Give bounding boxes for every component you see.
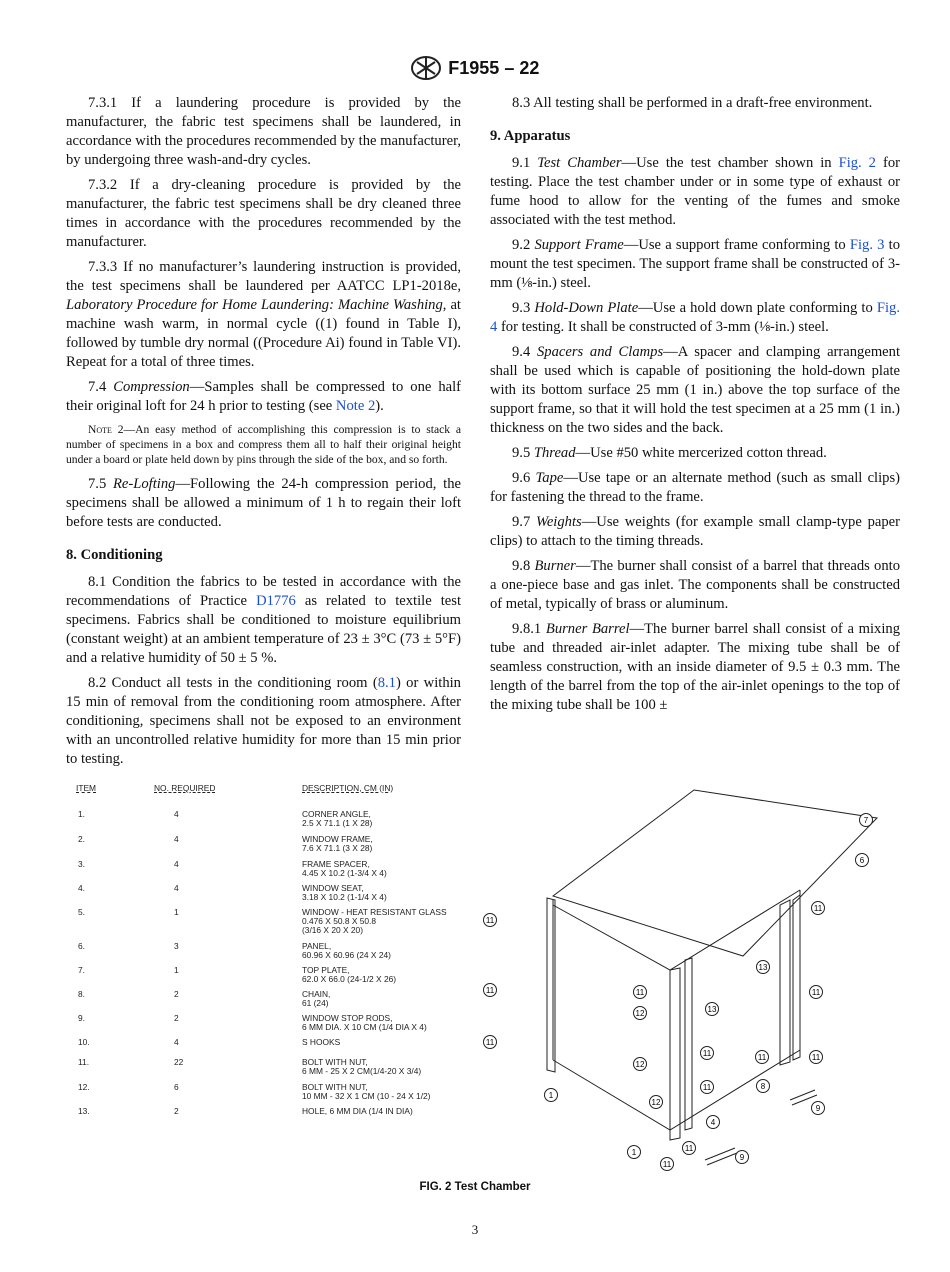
svg-text:11: 11: [485, 986, 495, 995]
row-description: S HOOKS: [302, 1037, 341, 1047]
callout-8: [757, 1080, 770, 1093]
svg-text:11: 11: [635, 988, 645, 997]
row-qty: 6: [174, 1082, 179, 1092]
svg-text:11: 11: [485, 916, 495, 925]
row-item: 9.: [78, 1013, 85, 1023]
note-2-link[interactable]: Note 2: [335, 398, 376, 414]
row-qty: 1: [174, 965, 179, 975]
fig-4-link[interactable]: Fig. 4: [490, 300, 901, 335]
row-qty: 3: [174, 941, 179, 951]
svg-text:12: 12: [651, 1098, 661, 1107]
svg-text:9: 9: [739, 1153, 745, 1162]
chamber-drawing: [66, 780, 906, 1180]
row-description: TOP PLATE,: [302, 965, 350, 975]
row-description: 61 (24): [302, 998, 329, 1008]
paragraph-7-3-1: 7.3.1 If a laundering procedure is provided by the manufacturer, the fabric test specimens shall be laundered, in accordance with the procedures recommended by the manufacturer, by undergoing three wash-and-dry cycles.: [66, 95, 461, 168]
row-qty: 4: [174, 1037, 179, 1047]
row-description: 6 MM - 25 X 2 CM(1/4-20 X 3/4): [302, 1066, 422, 1076]
paragraph-9-8-1: 9.8.1 Burner Barrel—The burner barrel shall consist of a mixing tube and threaded air-inlet adapter. The mixing tube shall be of seamless construction, with an inside diameter of 9.5 ± 0.3 mm. The length of the barrel from the top of the air-inlet openings to the top of the mixing tube shall be 100 ±: [490, 621, 900, 713]
row-item: 10.: [78, 1037, 90, 1047]
svg-text:4: 4: [710, 1118, 716, 1127]
svg-text:12: 12: [635, 1009, 645, 1018]
row-qty: 2: [174, 1106, 179, 1116]
callout-6: [856, 854, 869, 867]
astm-logo: [411, 56, 441, 80]
row-description: CHAIN,: [302, 989, 331, 999]
row-description: 4.45 X 10.2 (1-3/4 X 4): [302, 868, 387, 878]
callout-11: [810, 986, 823, 999]
callout-11: [701, 1047, 714, 1060]
paragraph-9-2: 9.2 Support Frame—Use a support frame conforming to Fig. 3 to mount the test specimen. The support frame shall be constructed of 3-mm (⅛-in.) steel.: [490, 237, 901, 291]
svg-text:11: 11: [757, 1053, 767, 1062]
row-description: 6 MM DIA. X 10 CM (1/4 DIA X 4): [302, 1022, 427, 1032]
paragraph-7-3-3: 7.3.3 If no manufacturer’s laundering instruction is provided, the test specimens shall be laundered per AATCC LP1-2018e, Laboratory Procedure for Home Laundering: Machine Washing, at machine wash warm, in normal cycle ((1) found in Table I), followed by tumble dry normal ((Procedure Ai) found in Table VI). Repeat for a total of three times.: [66, 259, 461, 370]
callout-13: [706, 1003, 719, 1016]
svg-text:11: 11: [662, 1160, 672, 1169]
paragraph-7-5: 7.5 Re-Lofting—Following the 24-h compression period, the specimens shall be allowed a minimum of 1 h to regain their loft before tests are conducted.: [66, 476, 462, 530]
row-description: (3/16 X 20 X 20): [302, 925, 363, 935]
callout-4: [707, 1116, 720, 1129]
row-qty: 1: [174, 907, 179, 917]
document-designation: F1955 – 22: [448, 57, 540, 78]
rod: [705, 1148, 737, 1165]
row-description: 3.18 X 10.2 (1-1/4 X 4): [302, 892, 387, 902]
callout-11: [634, 986, 647, 999]
paragraph-8-2: 8.2 Conduct all tests in the conditioning room (8.1) or within 15 min of removal from the conditioning room atmosphere. After conditioning, specimens shall not be exposed to an environment with an uncontrolled relative humidity for more than 15 min prior to testing.: [66, 675, 461, 767]
row-qty: 2: [174, 1013, 179, 1023]
row-qty: 2: [174, 989, 179, 999]
callout-11: [701, 1081, 714, 1094]
row-description: PANEL,: [302, 941, 332, 951]
row-description: FRAME SPACER,: [302, 859, 370, 869]
svg-text:6: 6: [859, 856, 865, 865]
figure-2-test-chamber: [66, 780, 906, 1180]
callout-11: [683, 1142, 696, 1155]
callout-13: [757, 961, 770, 974]
svg-text:11: 11: [702, 1083, 712, 1092]
row-qty: 4: [174, 809, 179, 819]
paragraph-9-1: 9.1 Test Chamber—Use the test chamber shown in Fig. 2 for testing. Place the test chamber under or in some type of exhaust or fume hood to allow for the venting of the fumes and smoke associated with the test method.: [490, 155, 900, 228]
figure-caption: FIG. 2 Test Chamber: [419, 1181, 531, 1193]
row-qty: 22: [174, 1057, 184, 1067]
row-item: 11.: [78, 1057, 90, 1067]
svg-text:13: 13: [707, 1005, 717, 1014]
svg-text:11: 11: [811, 1053, 821, 1062]
svg-text:13: 13: [758, 963, 768, 972]
section-heading-conditioning: 8. Conditioning: [66, 547, 163, 563]
svg-text:1: 1: [548, 1091, 554, 1100]
svg-text:1: 1: [631, 1148, 637, 1157]
callout-1: [545, 1089, 558, 1102]
svg-text:12: 12: [635, 1060, 645, 1069]
callout-12: [650, 1096, 663, 1109]
paragraph-9-4: 9.4 Spacers and Clamps—A spacer and clamping arrangement shall be used which is capable of positioning the hold-down plate with its bottom surface 25 mm (1 in.) above the top surface of the support frame, so that it will hold the test specimen at a 25 mm (1 in.) thickness on the two sides and the back.: [490, 344, 900, 436]
row-description: CORNER ANGLE,: [302, 809, 371, 819]
paragraph-9-5: 9.5 Thread—Use #50 white mercerized cotton thread.: [512, 445, 827, 461]
callout-9: [736, 1151, 749, 1164]
svg-text:11: 11: [813, 904, 823, 913]
row-description: 10 MM - 32 X 1 CM (10 - 24 X 1/2): [302, 1091, 431, 1101]
row-item: 1.: [78, 809, 85, 819]
row-qty: 4: [174, 859, 179, 869]
top-plate: [553, 790, 877, 956]
header-item: ITEM: [76, 783, 97, 793]
row-item: 2.: [78, 834, 85, 844]
row-item: 4.: [78, 883, 85, 893]
row-description: 7.6 X 71.1 (3 X 28): [302, 843, 373, 853]
svg-text:11: 11: [485, 1038, 495, 1047]
row-description: WINDOW - HEAT RESISTANT GLASS: [302, 907, 447, 917]
window-frame-right: [780, 895, 800, 1065]
row-description: WINDOW STOP RODS,: [302, 1013, 393, 1023]
callout-11: [812, 902, 825, 915]
callout-12: [634, 1007, 647, 1020]
row-item: 6.: [78, 941, 85, 951]
callout-12: [634, 1058, 647, 1071]
page-number: 3: [471, 1222, 479, 1237]
row-description: BOLT WITH NUT,: [302, 1082, 368, 1092]
paragraph-9-3: 9.3 Hold-Down Plate—Use a hold down plate conforming to Fig. 4 for testing. It shall be constructed of 3-mm (⅛-in.) steel.: [490, 300, 901, 335]
callout-11: [484, 1036, 497, 1049]
page-header: [0, 56, 950, 80]
paragraph-9-6: 9.6 Tape—Use tape or an alternate method (such as small clips) for fastening the thread to the frame.: [490, 470, 900, 505]
row-description: WINDOW FRAME,: [302, 834, 373, 844]
svg-text:11: 11: [684, 1144, 694, 1153]
svg-text:9: 9: [815, 1104, 821, 1113]
callout-11: [810, 1051, 823, 1064]
paragraph-9-7: 9.7 Weights—Use weights (for example small clamp-type paper clips) to attach to the timing threads.: [490, 514, 900, 549]
callout-11: [756, 1051, 769, 1064]
d1776-link[interactable]: D1776: [256, 593, 296, 609]
header-qty: NO. REQUIRED: [154, 783, 216, 793]
section-heading-apparatus: 9. Apparatus: [490, 128, 571, 144]
row-description: 62.0 X 66.0 (24-1/2 X 26): [302, 974, 397, 984]
svg-text:11: 11: [702, 1049, 712, 1058]
note-2: Note 2—An easy method of accomplishing this compression is to stack a number of specimens in a box and compress them all to half their original height under a board or plate held down by pins through the side of the box, and so forth.: [66, 423, 462, 466]
corner-angle-left: [547, 898, 555, 1072]
row-item: 5.: [78, 907, 85, 917]
row-qty: 4: [174, 883, 179, 893]
rod: [790, 1090, 817, 1105]
row-description: WINDOW SEAT,: [302, 883, 364, 893]
row-description: HOLE, 6 MM DIA (1/4 IN DIA): [302, 1106, 413, 1116]
callout-11: [484, 914, 497, 927]
row-description: 2.5 X 71.1 (1 X 28): [302, 818, 373, 828]
window-frame-front: [670, 958, 692, 1140]
svg-text:8: 8: [760, 1082, 766, 1091]
callout-9: [812, 1102, 825, 1115]
callout-1: [628, 1146, 641, 1159]
row-qty: 4: [174, 834, 179, 844]
svg-text:7: 7: [863, 816, 869, 825]
callout-11: [661, 1158, 674, 1171]
callout-11: [484, 984, 497, 997]
paragraph-8-1: 8.1 Condition the fabrics to be tested in accordance with the recommendations of Practice D1776 as related to textile test specimens. Fabrics shall be conditioned to moisture equilibrium (constant weight) at an ambient temperature of 23 ± 3°C (73 ± 5°F) and a relative humidity of 50 ± 5 %.: [66, 574, 462, 666]
fig-2-link[interactable]: Fig. 2: [838, 155, 876, 171]
header-desc: DESCRIPTION, CM (IN): [302, 783, 394, 793]
chamber-body: [553, 890, 800, 1130]
row-item: 3.: [78, 859, 85, 869]
paragraph-7-3-2: 7.3.2 If a dry-cleaning procedure is provided by the manufacturer, the fabric test specimens shall be dry cleaned three times in accordance with the procedures recommended by the manufacturer.: [66, 177, 461, 250]
left-column: [66, 94, 461, 775]
callout-7: [860, 814, 873, 827]
row-description: 0.476 X 50.8 X 50.8: [302, 916, 377, 926]
section-8-1-link[interactable]: 8.1: [377, 675, 396, 691]
row-description: BOLT WITH NUT,: [302, 1057, 368, 1067]
fig-3-link[interactable]: Fig. 3: [849, 237, 885, 253]
paragraph-7-4: 7.4 Compression—Samples shall be compressed to one half their original loft for 24 h prior to testing (see Note 2).: [66, 379, 462, 414]
row-item: 8.: [78, 989, 85, 999]
paragraph-9-8: 9.8 Burner—The burner shall consist of a barrel that threads onto a one-piece base and gas inlet. The components shall be constructed of metal, typically of brass or aluminum.: [490, 558, 900, 612]
paragraph-8-3: 8.3 All testing shall be performed in a draft-free environment.: [512, 95, 873, 111]
row-description: 60.96 X 60.96 (24 X 24): [302, 950, 391, 960]
svg-text:11: 11: [811, 988, 821, 997]
row-item: 7.: [78, 965, 85, 975]
row-item: 13.: [78, 1106, 90, 1116]
right-column: [490, 94, 900, 721]
row-item: 12.: [78, 1082, 90, 1092]
